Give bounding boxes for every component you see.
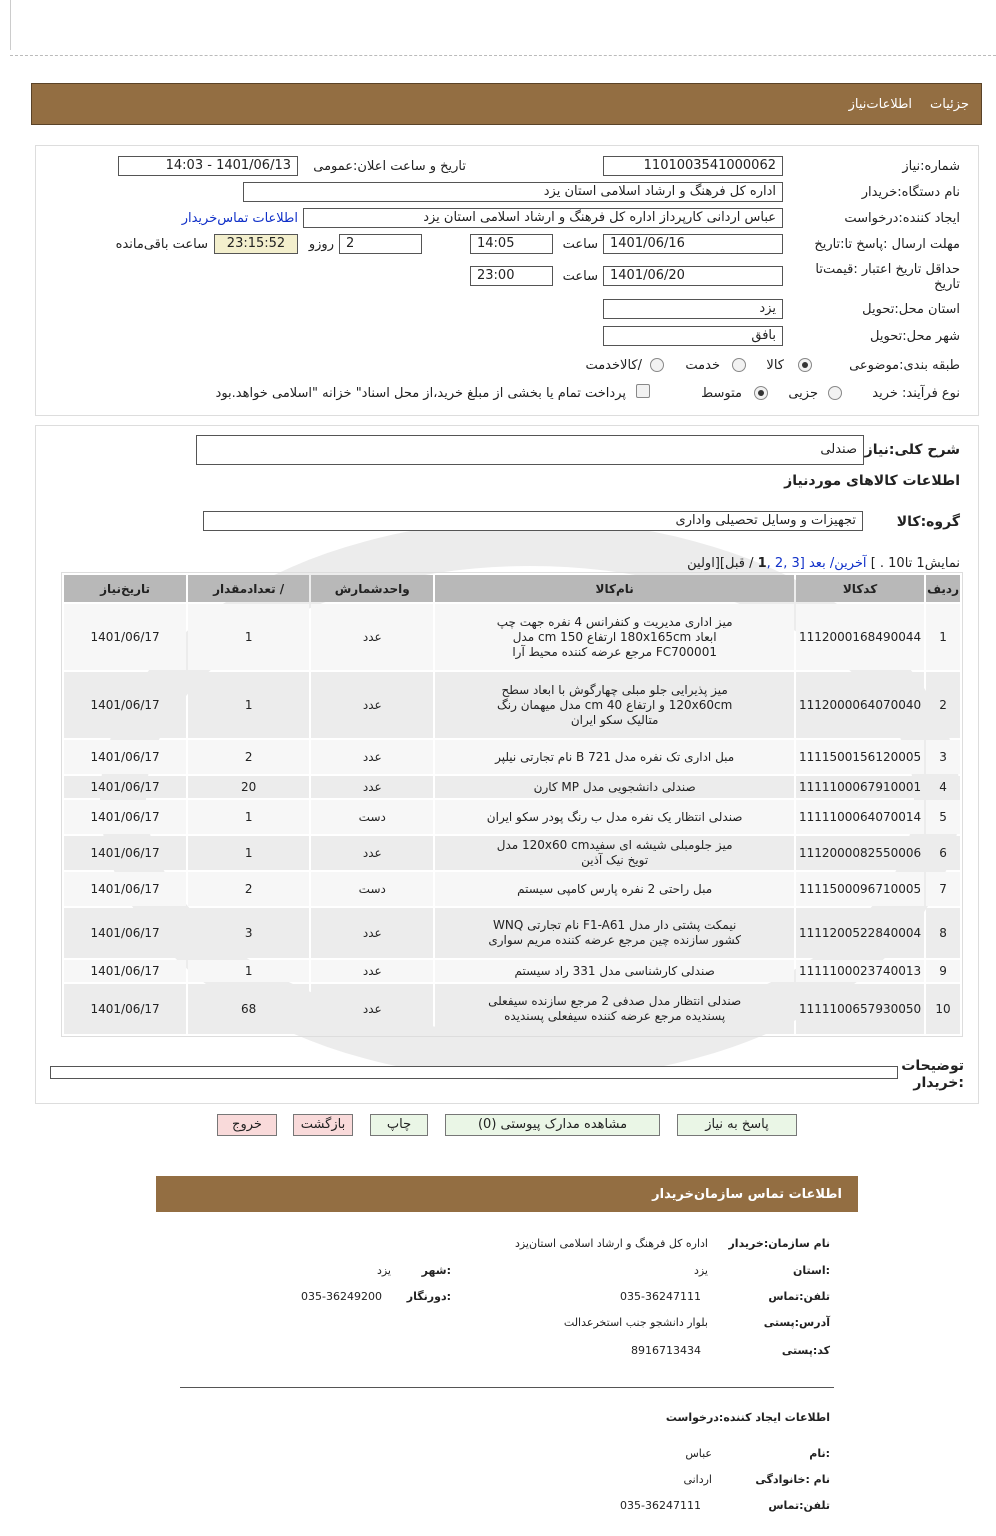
- need-no-field: 1101003541000062: [603, 156, 783, 176]
- cell-unit: عدد: [311, 908, 433, 958]
- contact-address-label: آدرس:پستی: [763, 1316, 830, 1329]
- days-field: 2: [339, 234, 422, 254]
- goods-group-field: تجهیزات و وسایل تحصیلی واداری: [203, 511, 863, 531]
- buyer-notes-label: توضیحات :خریدار: [901, 1058, 964, 1091]
- cell-code: 1111100067910001: [796, 776, 924, 798]
- cell-date: 1401/06/17: [64, 836, 186, 870]
- deadline-time-label: ساعت: [562, 237, 598, 252]
- contact-phone-value: 035-36247111: [620, 1290, 701, 1303]
- pagination-pages[interactable]: [3 ,2 ,: [766, 556, 805, 571]
- cell-code: 1112000168490044: [796, 604, 924, 670]
- table-row: [64, 604, 960, 670]
- contact-postal-value: 8916713434: [631, 1344, 701, 1357]
- pagination: [687, 556, 960, 571]
- creator-family-value: اردانی: [683, 1473, 712, 1486]
- process-medium-label: متوسط: [701, 386, 742, 401]
- cell-name: صندلی دانشجویی مدل MP کارن: [435, 776, 794, 798]
- table-row: [64, 872, 960, 906]
- pagination-prev-first: / قبل][اولین: [687, 556, 754, 571]
- cell-unit: عدد: [311, 604, 433, 670]
- cell-qty: 1: [188, 604, 309, 670]
- goods-table: [61, 572, 963, 1037]
- remaining-time-field: 23:15:52: [214, 234, 298, 254]
- need-info-panel: [35, 145, 979, 416]
- cell-qty: 3: [188, 908, 309, 958]
- table-row: [64, 960, 960, 982]
- category-service-label: خدمت: [685, 358, 720, 373]
- contact-city-value: یزد: [376, 1264, 391, 1277]
- contact-fax-label: :دورنگار: [406, 1290, 451, 1303]
- print-button[interactable]: چاپ: [370, 1114, 428, 1136]
- deadline-label: مهلت ارسال :پاسخ تا:تاریخ: [814, 237, 960, 252]
- contact-fax-value: 035-36249200: [301, 1290, 382, 1303]
- cell-name: صندلی کارشناسی مدل 331 راد سیستم: [435, 960, 794, 982]
- cell-row: 4: [926, 776, 960, 798]
- contact-city-label: :شهر: [421, 1264, 451, 1277]
- cell-code: 1111100657930050: [796, 984, 924, 1034]
- cell-name: صندلی انتظار مدل صدفی 2 مرجع سازنده سیفعلی پسندیده مرجع عرضه کننده سیفعلی پسندیده: [435, 984, 794, 1034]
- cell-date: 1401/06/17: [64, 984, 186, 1034]
- cell-code: 1111100023740013: [796, 960, 924, 982]
- cell-name: صندلی انتظار یک نفره مدل ب رنگ پودر سکو ایران: [435, 800, 794, 834]
- cell-qty: 2: [188, 872, 309, 906]
- col-date: تاریخ‌نیاز: [64, 575, 186, 602]
- buyer-notes-field: [50, 1066, 898, 1079]
- cell-qty: 1: [188, 836, 309, 870]
- cell-date: 1401/06/17: [64, 908, 186, 958]
- table-row: [64, 776, 960, 798]
- contact-province-value: یزد: [693, 1264, 708, 1277]
- cell-row: 3: [926, 740, 960, 774]
- creator-field: عباس اردانی کارپرداز اداره کل فرهنگ و ارشاد اسلامی استان یزد: [303, 208, 783, 228]
- cell-row: 5: [926, 800, 960, 834]
- city-label: شهر محل:تحویل: [870, 329, 960, 344]
- exit-button[interactable]: خروج: [217, 1114, 277, 1136]
- col-name: نام‌کالا: [435, 575, 794, 602]
- cell-qty: 2: [188, 740, 309, 774]
- cell-unit: عدد: [311, 672, 433, 738]
- table-row: [64, 672, 960, 738]
- cell-code: 1111500096710005: [796, 872, 924, 906]
- header-title: اطلاعات‌نیاز: [848, 96, 913, 112]
- need-summary-field: صندلی: [196, 435, 864, 465]
- contact-title: اطلاعات تماس سازمان‌خریدار: [652, 1186, 842, 1202]
- treasury-payment-checkbox[interactable]: [636, 384, 650, 398]
- cell-qty: 1: [188, 960, 309, 982]
- table-row: [64, 836, 960, 870]
- cell-name: مبل راحتی 2 نفره پارس کامپی سیستم: [435, 872, 794, 906]
- col-row: ردیف: [926, 575, 960, 602]
- cell-unit: عدد: [311, 776, 433, 798]
- category-both-label: /کالاخدمت: [585, 358, 642, 373]
- category-goods-radio[interactable]: [798, 358, 812, 372]
- contact-org-label: نام سازمان:خریدار: [728, 1237, 830, 1250]
- cell-date: 1401/06/17: [64, 740, 186, 774]
- page-border: [10, 0, 11, 50]
- cell-qty: 68: [188, 984, 309, 1034]
- cell-date: 1401/06/17: [64, 800, 186, 834]
- remaining-label: ساعت باقی‌مانده: [115, 237, 208, 252]
- need-summary-label: شرح کلی:نیاز: [864, 442, 960, 458]
- creator-label: ایجاد کننده:درخواست: [844, 211, 960, 226]
- category-label: طبقه بندی:موضوعی: [849, 358, 960, 373]
- cell-code: 1112000064070040: [796, 672, 924, 738]
- pagination-next[interactable]: / بعد: [808, 556, 835, 571]
- cell-unit: دست: [311, 800, 433, 834]
- deadline-date-field: 1401/06/16: [603, 234, 783, 254]
- col-unit: واحدشمارش: [311, 575, 433, 602]
- creator-name-label: :نام: [809, 1447, 830, 1460]
- page-header: [31, 83, 982, 125]
- cell-row: 9: [926, 960, 960, 982]
- validity-time-field: 23:00: [470, 266, 553, 286]
- process-label: نوع فرآیند: خرید: [872, 386, 960, 401]
- province-field: یزد: [603, 299, 783, 319]
- cell-unit: عدد: [311, 836, 433, 870]
- cell-row: 2: [926, 672, 960, 738]
- cell-row: 10: [926, 984, 960, 1034]
- city-field: بافق: [603, 326, 783, 346]
- table-row: [64, 984, 960, 1034]
- col-qty: / تعدادمقدار: [188, 575, 309, 602]
- contact-postal-label: کد:پستی: [781, 1344, 830, 1357]
- validity-time-label: ساعت: [562, 269, 598, 284]
- cell-row: 1: [926, 604, 960, 670]
- process-minor-label: جزیی: [788, 386, 818, 401]
- reply-button[interactable]: پاسخ به نیاز: [677, 1114, 797, 1136]
- category-service-radio[interactable]: [732, 358, 746, 372]
- deadline-time-field: 14:05: [470, 234, 553, 254]
- back-button[interactable]: بازگشت: [293, 1114, 353, 1136]
- category-goods-label: کالا: [766, 358, 784, 373]
- cell-qty: 1: [188, 800, 309, 834]
- table-row: [64, 908, 960, 958]
- creator-phone-label: تلفن:تماس: [768, 1499, 830, 1512]
- cell-unit: عدد: [311, 740, 433, 774]
- announce-field: 1401/06/13 - 14:03: [118, 156, 298, 176]
- creator-family-label: نام :خانوادگی: [755, 1473, 830, 1486]
- top-divider: [10, 55, 996, 56]
- cell-date: 1401/06/17: [64, 604, 186, 670]
- goods-info-title: اطلاعات کالاهای موردنیاز: [784, 473, 960, 489]
- buyer-org-field: اداره کل فرهنگ و ارشاد اسلامی استان یزد: [243, 182, 783, 202]
- treasury-payment-label: پرداخت تمام یا بخشی از مبلغ خرید،از محل اسناد" خزانه "اسلامی خواهد.بود: [215, 386, 626, 401]
- cell-name: نیمکت پشتی دار مدل F1-A61 نام تجارتی WNQ کشور سازنده چین مرجع عرضه کننده مریم سواری: [435, 908, 794, 958]
- pagination-range: نمایش1 تا10 . ]: [870, 556, 960, 571]
- cell-date: 1401/06/17: [64, 960, 186, 982]
- category-both-radio[interactable]: [650, 358, 664, 372]
- creator-name-value: عباس: [685, 1447, 712, 1460]
- cell-code: 1111200522840004: [796, 908, 924, 958]
- cell-unit: عدد: [311, 960, 433, 982]
- table-row: [64, 800, 960, 834]
- cell-code: 1111500156120005: [796, 740, 924, 774]
- cell-date: 1401/06/17: [64, 872, 186, 906]
- cell-code: 1111100064070014: [796, 800, 924, 834]
- cell-row: 7: [926, 872, 960, 906]
- cell-row: 6: [926, 836, 960, 870]
- table-row: [64, 740, 960, 774]
- province-label: استان محل:تحویل: [862, 302, 960, 317]
- cell-code: 1112000082550006: [796, 836, 924, 870]
- cell-date: 1401/06/17: [64, 776, 186, 798]
- cell-unit: عدد: [311, 984, 433, 1034]
- cell-name: میز جلومبلی شیشه ای سفید120x60 cm مدل تویخ نیک آذین: [435, 836, 794, 870]
- process-medium-radio[interactable]: [754, 386, 768, 400]
- cell-name: مبل اداری تک نفره مدل B 721 نام تجارتی نیلپر: [435, 740, 794, 774]
- attachments-button[interactable]: مشاهده مدارک پیوستی (0): [445, 1114, 660, 1136]
- contact-province-label: :استان: [793, 1264, 830, 1277]
- creator-phone-value: 035-36247111: [620, 1499, 701, 1512]
- contact-phone-label: تلفن:تماس: [768, 1290, 830, 1303]
- cell-unit: دست: [311, 872, 433, 906]
- contact-header: [156, 1176, 858, 1212]
- creator-info-title: اطلاعات ایجاد کننده:درخواست: [665, 1411, 830, 1424]
- cell-qty: 20: [188, 776, 309, 798]
- pagination-current: 1: [757, 556, 767, 571]
- contact-divider: [180, 1387, 834, 1388]
- cell-name: میز پذیرایی جلو مبلی چهارگوش با ابعاد سطح 120x60cm و ارتفاع 40 cm مدل میهمان رنگ متالیک سکو ایران: [435, 672, 794, 738]
- buyer-org-label: نام دستگاه:خریدار: [861, 185, 960, 200]
- announce-label: تاریخ و ساعت اعلان:عمومی: [313, 159, 466, 174]
- goods-group-label: گروه:کالا: [896, 514, 960, 530]
- cell-qty: 1: [188, 672, 309, 738]
- pagination-last[interactable]: آخرین: [834, 556, 867, 571]
- validity-date-field: 1401/06/20: [603, 266, 783, 286]
- validity-label: حداقل تاریخ اعتبار :قیمت‌تا تاریخ: [815, 262, 960, 292]
- contact-org-value: اداره کل فرهنگ و ارشاد اسلامی استان‌یزد: [514, 1237, 708, 1250]
- header-details-link[interactable]: جزئیات: [930, 96, 969, 112]
- cell-row: 8: [926, 908, 960, 958]
- cell-date: 1401/06/17: [64, 672, 186, 738]
- process-minor-radio[interactable]: [828, 386, 842, 400]
- table-header-row: [64, 575, 960, 602]
- contact-address-value: بلوار دانشجو جنب استخرعدالت: [563, 1316, 708, 1329]
- need-no-label: شماره:نیاز: [902, 159, 960, 174]
- col-code: کدکالا: [796, 575, 924, 602]
- cell-name: میز اداری مدیریت و کنفرانس 4 نفره جهت چپ ابعاد 180x165cm ارتفاع 150 cm مدل FC700001 مرجع عرضه کننده محیط آرا: [435, 604, 794, 670]
- days-label: روزو: [308, 237, 334, 252]
- buyer-contact-link[interactable]: اطلاعات تماس‌خریدار: [181, 211, 298, 226]
